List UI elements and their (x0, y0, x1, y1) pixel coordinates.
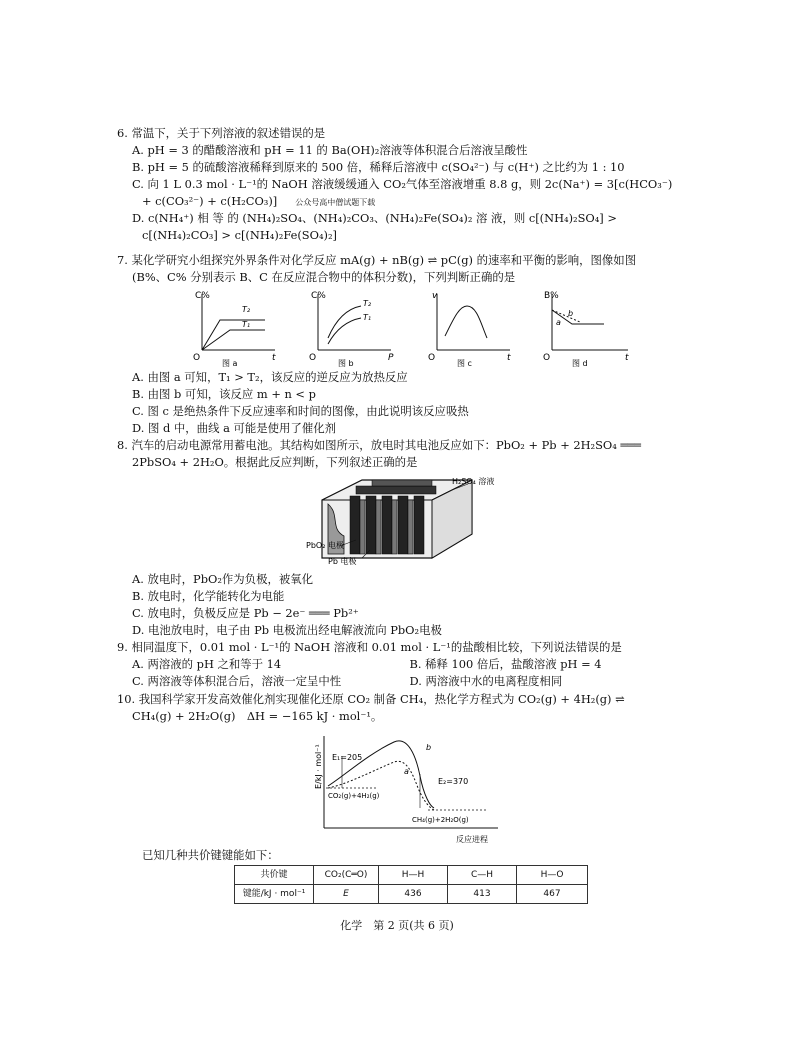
table-cell: 413 (448, 885, 517, 904)
table-header-cell: C—H (448, 866, 517, 885)
energy-ylabel: E/kJ · mol⁻¹ (314, 744, 323, 789)
q8-option-d: D. 电池放电时，电子由 Pb 电极流出经电解液流向 PbO₂电极 (132, 623, 442, 637)
energy-curve-a: a (404, 767, 409, 776)
q6-stem: 6. 常温下，关于下列溶液的叙述错误的是 (117, 126, 326, 140)
graph-b-xlabel: P (388, 353, 394, 363)
q7-stem: 7. 某化学研究小组探究外界条件对化学反应 mA(g) + nB(g) ⇌ pC(g) 的速率和平衡的影响，图像如图 (117, 253, 637, 267)
energy-curve-b: b (426, 743, 432, 752)
graph-d-caption: 图 d (572, 359, 588, 368)
question-7 (117, 253, 687, 287)
q8-option-a: A. 放电时，PbO₂作为负极，被氧化 (132, 572, 314, 586)
question-10 (117, 692, 687, 726)
graph-c (425, 288, 515, 370)
bond-intro-text: 已知几种共价键键能如下： (142, 848, 279, 862)
page-footer: 化学 第 2 页(共 6 页) (340, 919, 454, 932)
graph-b-origin: O (309, 353, 317, 363)
graph-a (190, 288, 280, 370)
energy-product: CH₄(g)+2H₂O(g) (412, 816, 469, 824)
graph-d-curve-a: a (556, 318, 561, 327)
q9-stem: 9. 相同温度下，0.01 mol · L⁻¹的 NaOH 溶液和 0.01 mol · L⁻¹的盐酸相比较，下列说法错误的是 (117, 640, 622, 654)
label-h2so4: H₂SO₄ 溶液 (452, 477, 495, 486)
q7-option-c: C. 图 c 是绝热条件下反应速率和时间的图像，由此说明该反应吸热 (132, 404, 469, 418)
graph-b-curve-t2: T₂ (363, 299, 372, 308)
table-header-cell: 共价键 (235, 866, 314, 885)
graph-a-caption: 图 a (222, 359, 238, 368)
energy-e2: E₂=370 (438, 777, 469, 786)
graph-c-ylabel: v (432, 291, 438, 301)
table-header-cell: H—O (517, 866, 588, 885)
graph-c-xlabel: t (507, 353, 511, 363)
q6-option-b: B. pH = 5 的硫酸溶液稀释到原来的 500 倍，稀释后溶液中 c(SO₄²⁻) 与 c(H⁺) 之比约为 1 : 10 (132, 160, 625, 174)
energy-diagram (308, 732, 508, 844)
energy-reactant: CO₂(g)+4H₂(g) (328, 792, 380, 800)
graph-a-curve-t1: T₁ (242, 320, 251, 329)
graph-c-origin: O (428, 353, 436, 363)
energy-e1: E₁=205 (332, 753, 363, 762)
q6-option-a: A. pH = 3 的醋酸溶液和 pH = 11 的 Ba(OH)₂溶液等体积混合后溶液呈酸性 (132, 143, 528, 157)
q9-options-row2 (117, 674, 687, 691)
question-8-options (117, 572, 687, 640)
graph-b (306, 288, 396, 370)
q7-option-a: A. 由图 a 可知，T₁ > T₂，该反应的逆反应为放热反应 (132, 370, 408, 384)
q8-option-b: B. 放电时，化学能转化为电能 (132, 589, 285, 603)
table-cell: 467 (517, 885, 588, 904)
q6-option-d-cont: c[(NH₄)₂CO₃] > c[(NH₄)₂Fe(SO₄)₂] (142, 228, 337, 242)
table-cell: 436 (379, 885, 448, 904)
question-9 (117, 640, 687, 691)
battery-diagram (300, 474, 530, 570)
q7-stem-cont: (B%、C% 分别表示 B、C 在反应混合物中的体积分数)，下列判断正确的是 (132, 270, 516, 284)
graph-b-curve-t1: T₁ (363, 313, 372, 322)
q7-option-b: B. 由图 b 可知，该反应 m + n < p (132, 387, 316, 401)
label-pb-electrode: Pb 电极 (328, 557, 357, 566)
graph-b-caption: 图 b (338, 359, 354, 368)
table-header-row (235, 866, 588, 885)
label-pbo2-electrode: PbO₂ 电极 (306, 541, 344, 550)
graph-d-xlabel: t (625, 353, 629, 363)
q9-option-c: C. 两溶液等体积混合后，溶液一定呈中性 (132, 674, 342, 688)
q8-option-c: C. 放电时，负极反应是 Pb − 2e⁻ ═══ Pb²⁺ (132, 606, 359, 620)
q9-option-b: B. 稀释 100 倍后，盐酸溶液 pH = 4 (409, 657, 602, 671)
q9-option-a: A. 两溶液的 pH 之和等于 14 (132, 657, 282, 671)
q9-option-d: D. 两溶液中水的电离程度相同 (409, 674, 563, 688)
q6-option-d: D. c(NH₄⁺) 相 等 的 (NH₄)₂SO₄、(NH₄)₂CO₃、(NH₄)₂Fe(SO₄)₂ 溶 液，则 c[(NH₄)₂SO₄] > (132, 211, 617, 225)
graph-d-origin: O (543, 353, 551, 363)
table-cell: E (314, 885, 379, 904)
q6-option-c-cont-text: + c(CO₃²⁻) + c(H₂CO₃)] (142, 194, 278, 208)
q6-option-c-cont (117, 194, 687, 211)
question-7-options (117, 370, 687, 438)
graph-a-xlabel: t (272, 353, 276, 363)
q10-stem-cont: CH₄(g) + 2H₂O(g) ΔH = −165 kJ · mol⁻¹。 (132, 709, 383, 723)
q6-option-c: C. 向 1 L 0.3 mol · L⁻¹的 NaOH 溶液缓缓通入 CO₂气体至溶液增重 8.8 g，则 2c(Na⁺) = 3[c(HCO₃⁻) (132, 177, 673, 191)
watermark-note: 公众号高中僧试题下载 (295, 198, 376, 207)
table-row-label: 键能/kJ · mol⁻¹ (235, 885, 314, 904)
graph-a-origin: O (193, 353, 201, 363)
q10-stem: 10. 我国科学家开发高效催化剂实现催化还原 CO₂ 制备 CH₄，热化学方程式为 CO₂(g) + 4H₂(g) ⇌ (117, 692, 625, 706)
q7-option-d: D. 图 d 中，曲线 a 可能是使用了催化剂 (132, 421, 337, 435)
graph-a-ylabel: C% (195, 291, 210, 301)
bond-intro (117, 848, 687, 865)
question-6 (117, 126, 687, 245)
table-header-cell: H—H (379, 866, 448, 885)
bond-energy-table (234, 865, 588, 904)
graph-d (540, 288, 635, 370)
graph-b-ylabel: C% (311, 291, 326, 301)
q8-stem: 8. 汽车的启动电源常用蓄电池。其结构如图所示，放电时其电池反应如下：PbO₂ + Pb + 2H₂SO₄ ═══ (117, 438, 642, 452)
q9-options-row1 (117, 657, 687, 674)
q8-stem-cont: 2PbSO₄ + 2H₂O。根据此反应判断，下列叙述正确的是 (132, 455, 418, 469)
graph-d-curve-b: b (568, 309, 574, 318)
table-row (235, 885, 588, 904)
question-8 (117, 438, 687, 472)
table-header-cell: CO₂(C═O) (314, 866, 379, 885)
graph-c-caption: 图 c (457, 359, 472, 368)
energy-xlabel: 反应进程 (456, 835, 488, 844)
graph-d-ylabel: B% (544, 291, 559, 301)
graph-a-curve-t2: T₂ (242, 305, 251, 314)
